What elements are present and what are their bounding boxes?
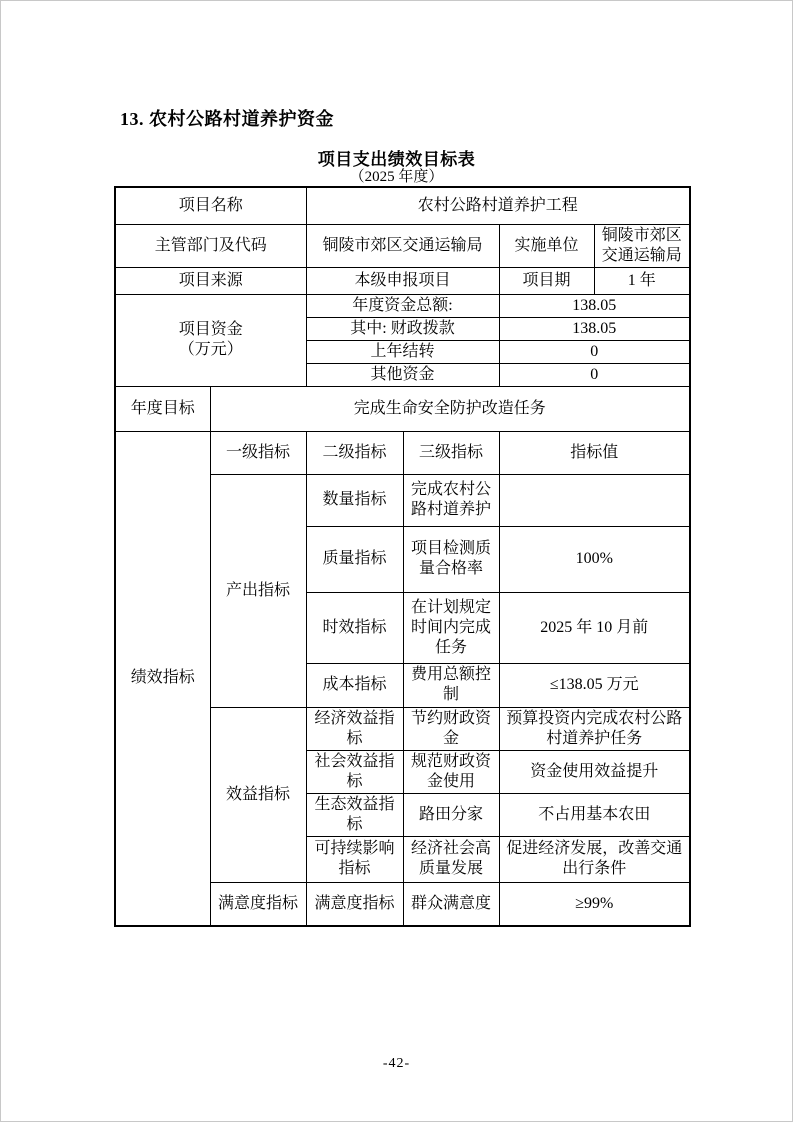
row-department bbox=[115, 224, 690, 267]
cell-header-level1: 一级指标 bbox=[210, 431, 306, 474]
cell-social-level2: 社会效益指标 bbox=[306, 750, 403, 793]
funding-label-line2: （万元） bbox=[178, 341, 243, 358]
cell-header-value: 指标值 bbox=[499, 431, 690, 474]
cell-funding-fiscal-value: 138.05 bbox=[499, 317, 690, 340]
cell-header-level3: 三级指标 bbox=[403, 431, 499, 474]
row-perf-header bbox=[115, 431, 690, 474]
cell-quality-level3: 项目检测质量合格率 bbox=[403, 526, 499, 592]
cell-funding-label bbox=[115, 294, 306, 386]
cell-ecological-level2: 生态效益指标 bbox=[306, 793, 403, 836]
cell-dept-value: 铜陵市郊区交通运输局 bbox=[306, 224, 499, 267]
cell-sustainability-level2: 可持续影响指标 bbox=[306, 836, 403, 882]
cell-period-label: 项目期 bbox=[499, 267, 594, 294]
performance-target-table bbox=[114, 186, 691, 927]
cell-perf-label: 绩效指标 bbox=[115, 431, 210, 926]
cell-impl-label: 实施单位 bbox=[499, 224, 594, 267]
cell-social-level3: 规范财政资金使用 bbox=[403, 750, 499, 793]
cell-quantity-level2: 数量指标 bbox=[306, 474, 403, 526]
cell-funding-other-label: 其他资金 bbox=[306, 363, 499, 386]
cell-impl-value: 铜陵市郊区交通运输局 bbox=[594, 224, 690, 267]
cell-quantity-value bbox=[499, 474, 690, 526]
cell-funding-total-label: 年度资金总额: bbox=[306, 294, 499, 317]
cell-ecological-level3: 路田分家 bbox=[403, 793, 499, 836]
cell-group-output: 产出指标 bbox=[210, 474, 306, 707]
cell-dept-label: 主管部门及代码 bbox=[115, 224, 306, 267]
table-title: 项目支出绩效目标表 bbox=[317, 150, 476, 169]
cell-timeliness-value: 2025 年 10 月前 bbox=[499, 592, 690, 663]
cell-social-value: 资金使用效益提升 bbox=[499, 750, 690, 793]
cell-group-benefit: 效益指标 bbox=[210, 707, 306, 882]
section-title: 13. 农村公路村道养护资金 bbox=[120, 109, 334, 129]
cell-quality-value: 100% bbox=[499, 526, 690, 592]
cell-project-name-label: 项目名称 bbox=[115, 187, 306, 224]
cell-economic-value: 预算投资内完成农村公路村道养护任务 bbox=[499, 707, 690, 750]
row-source bbox=[115, 267, 690, 294]
cell-funding-carryover-value: 0 bbox=[499, 340, 690, 363]
cell-funding-carryover-label: 上年结转 bbox=[306, 340, 499, 363]
cell-header-level2: 二级指标 bbox=[306, 431, 403, 474]
cell-annual-goal-label: 年度目标 bbox=[115, 386, 210, 431]
cell-annual-goal-value: 完成生命安全防护改造任务 bbox=[210, 386, 690, 431]
cell-satisfaction-level2: 满意度指标 bbox=[306, 882, 403, 926]
cell-cost-value: ≤138.05 万元 bbox=[499, 663, 690, 707]
cell-source-value: 本级申报项目 bbox=[306, 267, 499, 294]
cell-cost-level2: 成本指标 bbox=[306, 663, 403, 707]
cell-timeliness-level2: 时效指标 bbox=[306, 592, 403, 663]
cell-economic-level3: 节约财政资金 bbox=[403, 707, 499, 750]
cell-project-name-value: 农村公路村道养护工程 bbox=[306, 187, 690, 224]
cell-funding-fiscal-label: 其中: 财政拨款 bbox=[306, 317, 499, 340]
cell-satisfaction-value: ≥99% bbox=[499, 882, 690, 926]
cell-quantity-level3: 完成农村公路村道养护 bbox=[403, 474, 499, 526]
funding-label-line1: 项目资金 bbox=[178, 321, 243, 338]
cell-sustainability-level3: 经济社会高质量发展 bbox=[403, 836, 499, 882]
cell-ecological-value: 不占用基本农田 bbox=[499, 793, 690, 836]
cell-funding-total-value: 138.05 bbox=[499, 294, 690, 317]
cell-quality-level2: 质量指标 bbox=[306, 526, 403, 592]
cell-period-value: 1 年 bbox=[594, 267, 690, 294]
page-number: -42- bbox=[382, 1056, 411, 1071]
cell-funding-other-value: 0 bbox=[499, 363, 690, 386]
cell-timeliness-level3: 在计划规定时间内完成任务 bbox=[403, 592, 499, 663]
row-project-name bbox=[115, 187, 690, 224]
cell-cost-level3: 费用总额控制 bbox=[403, 663, 499, 707]
cell-group-satisfaction: 满意度指标 bbox=[210, 882, 306, 926]
cell-economic-level2: 经济效益指标 bbox=[306, 707, 403, 750]
row-annual-goal bbox=[115, 386, 690, 431]
row-funding-total bbox=[115, 294, 690, 317]
cell-source-label: 项目来源 bbox=[115, 267, 306, 294]
cell-sustainability-value: 促进经济发展，改善交通出行条件 bbox=[499, 836, 690, 882]
table-subtitle: （2025 年度） bbox=[349, 169, 444, 185]
cell-satisfaction-level3: 群众满意度 bbox=[403, 882, 499, 926]
